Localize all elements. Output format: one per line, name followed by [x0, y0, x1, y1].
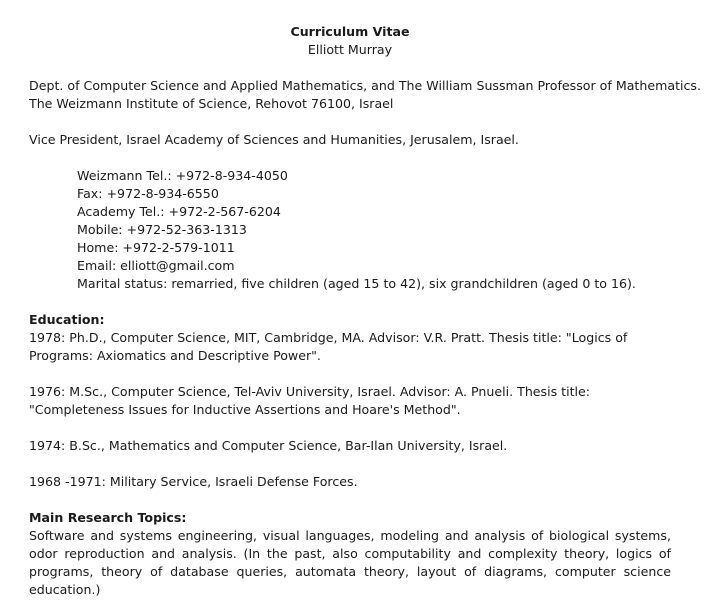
contact-fax: Fax: +972-8-934-6550	[77, 186, 219, 201]
contact-marital-status: Marital status: remarried, five children (aged 15 to 42), six grandchildren (aged 0 to 16).	[77, 276, 636, 291]
person-name: Elliott Murray	[307, 42, 393, 57]
education-entry: 1968 -1971: Military Service, Israeli Defense Forces.	[29, 474, 358, 489]
spacer	[29, 113, 671, 131]
affiliation-block	[29, 77, 701, 113]
research-heading: Main Research Topics:	[29, 510, 187, 525]
contact-email: Email: elliott@gmail.com	[77, 258, 235, 273]
cv-document	[29, 23, 701, 599]
education-entry: 1974: B.Sc., Mathematics and Computer Science, Bar-Ilan University, Israel.	[29, 438, 508, 453]
contact-academy-tel: Academy Tel.: +972-2-567-6204	[77, 204, 281, 219]
spacer	[29, 149, 671, 167]
contact-block	[29, 167, 671, 293]
affiliation-line-1: Dept. of Computer Science and Applied Mathematics, and The William Sussman Professor of Mathematics.	[29, 78, 701, 93]
vice-president-line: Vice President, Israel Academy of Sciences and Humanities, Jerusalem, Israel.	[29, 132, 519, 147]
education-heading: Education:	[29, 312, 105, 327]
education-section	[29, 311, 671, 491]
contact-weizmann-tel: Weizmann Tel.: +972-8-934-4050	[77, 168, 288, 183]
contact-mobile: Mobile: +972-52-363-1313	[77, 222, 247, 237]
spacer	[29, 419, 671, 437]
spacer	[29, 455, 671, 473]
spacer	[29, 491, 671, 509]
education-entry: 1978: Ph.D., Computer Science, MIT, Cambridge, MA. Advisor: V.R. Pratt. Thesis title: "Logics of Programs: Axiomatics and Descriptive Power".	[29, 330, 628, 363]
affiliation-line-2: The Weizmann Institute of Science, Rehovot 76100, Israel	[29, 96, 394, 111]
spacer	[29, 365, 671, 383]
spacer	[29, 293, 671, 311]
education-entry: 1976: M.Sc., Computer Science, Tel-Aviv University, Israel. Advisor: A. Pnueli. Thesis title: "Completeness Issues for Inductive Assertions and Hoare's Method".	[29, 384, 591, 417]
cv-header	[29, 23, 671, 59]
research-section	[29, 509, 671, 599]
document-title: Curriculum Vitae	[290, 24, 410, 39]
contact-home: Home: +972-2-579-1011	[77, 240, 235, 255]
research-topics-text: Software and systems engineering, visual languages, modeling and analysis of biological systems, odor reproduction and analysis. (In the past, also computability and complexity theory, logics of programs, theory of database queries, automata theory, layout of diagrams, computer science education.)	[29, 528, 671, 597]
spacer	[29, 59, 671, 77]
